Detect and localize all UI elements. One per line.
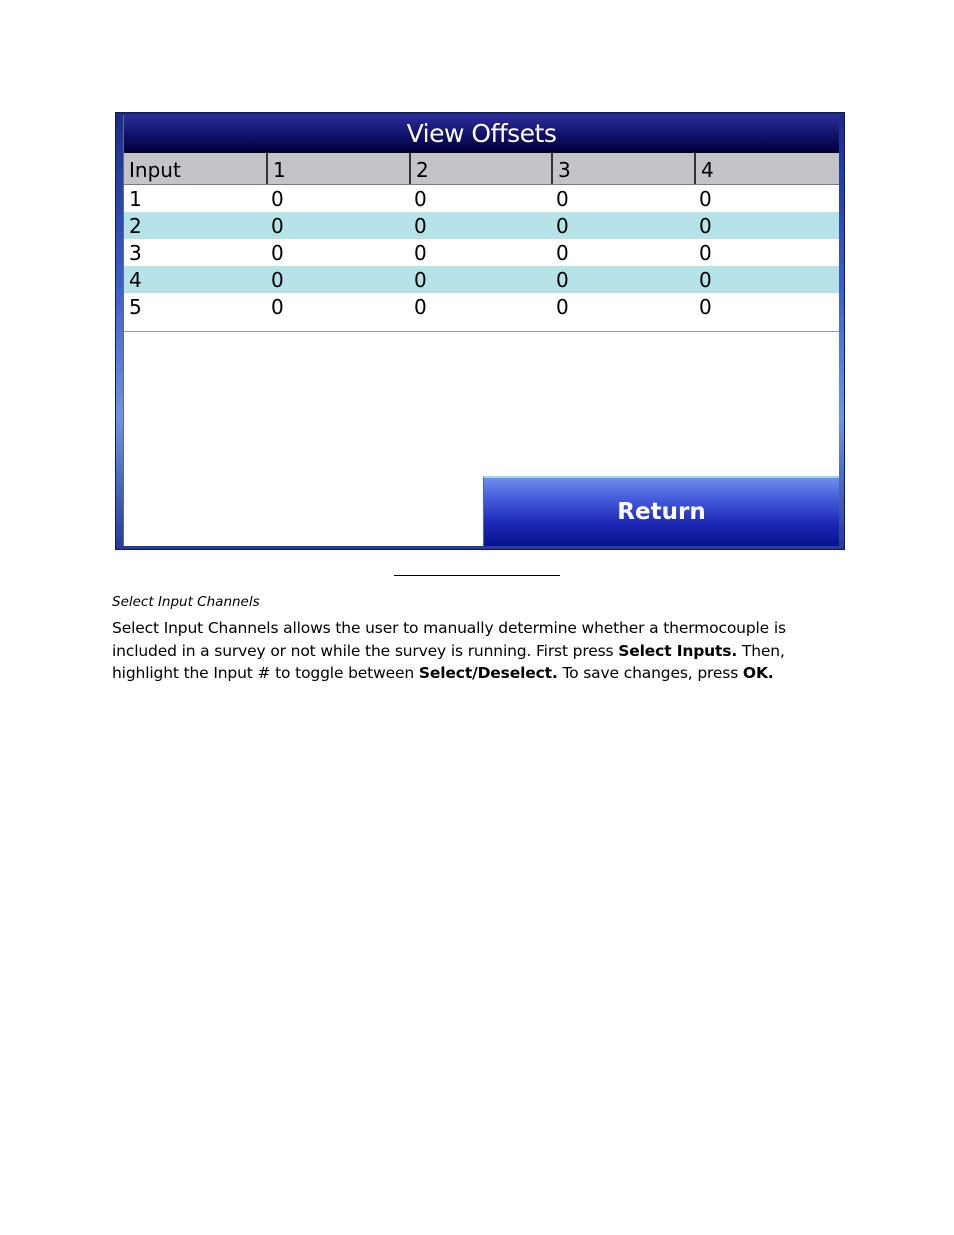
offset-cell: 0	[699, 268, 712, 292]
table-row[interactable]	[124, 293, 839, 320]
table-row[interactable]	[124, 266, 839, 293]
offset-cell: 0	[271, 295, 284, 319]
body-paragraph	[112, 617, 842, 685]
select-deselect-term: Select/Deselect.	[418, 664, 558, 682]
offset-cell: 0	[414, 295, 427, 319]
view-offsets-screen	[123, 115, 839, 546]
input-cell: 5	[129, 295, 142, 319]
offset-cell: 0	[414, 187, 427, 211]
screenshot-frame	[115, 112, 845, 550]
select-inputs-term: Select Inputs.	[618, 641, 738, 660]
table-row[interactable]	[124, 212, 839, 239]
offset-cell: 0	[699, 187, 712, 211]
offset-cell: 0	[556, 268, 569, 292]
ok-term: OK.	[742, 664, 774, 682]
offset-cell: 0	[556, 241, 569, 265]
paragraph-text: Select Input Channels allows the user to manually determine whether a thermocouple is included in a survey or not while the survey is running. First press	[112, 619, 786, 660]
offset-cell: 0	[699, 214, 712, 238]
offset-cell: 0	[414, 241, 427, 265]
input-cell: 4	[129, 268, 142, 292]
offset-cell: 0	[699, 241, 712, 265]
offsets-table	[124, 153, 839, 332]
offset-cell: 0	[556, 214, 569, 238]
offset-cell: 0	[414, 214, 427, 238]
offset-cell: 0	[271, 187, 284, 211]
offset-cell: 0	[556, 187, 569, 211]
return-button[interactable]: Return	[483, 476, 839, 546]
offset-cell: 0	[271, 214, 284, 238]
offset-cell: 0	[699, 295, 712, 319]
column-header-2: 2	[409, 153, 551, 184]
offset-cell: 0	[556, 295, 569, 319]
offset-cell: 0	[271, 241, 284, 265]
offset-cell: 0	[271, 268, 284, 292]
section-heading: Select Input Channels	[112, 594, 260, 610]
column-header-3: 3	[551, 153, 694, 184]
paragraph-text: To save changes, press	[557, 664, 743, 682]
table-header	[124, 153, 839, 185]
input-cell: 1	[129, 187, 142, 211]
input-cell: 2	[129, 214, 142, 238]
screen-title: View Offsets	[124, 115, 839, 153]
offset-cell: 0	[414, 268, 427, 292]
caption-divider	[394, 575, 560, 576]
table-row[interactable]	[124, 239, 839, 266]
column-header-1: 1	[266, 153, 409, 184]
table-row[interactable]	[124, 185, 839, 212]
column-header-input: Input	[129, 158, 181, 182]
column-header-4: 4	[694, 153, 837, 184]
input-cell: 3	[129, 241, 142, 265]
paragraph-text: Then, highlight the Input # to toggle between	[112, 641, 785, 682]
